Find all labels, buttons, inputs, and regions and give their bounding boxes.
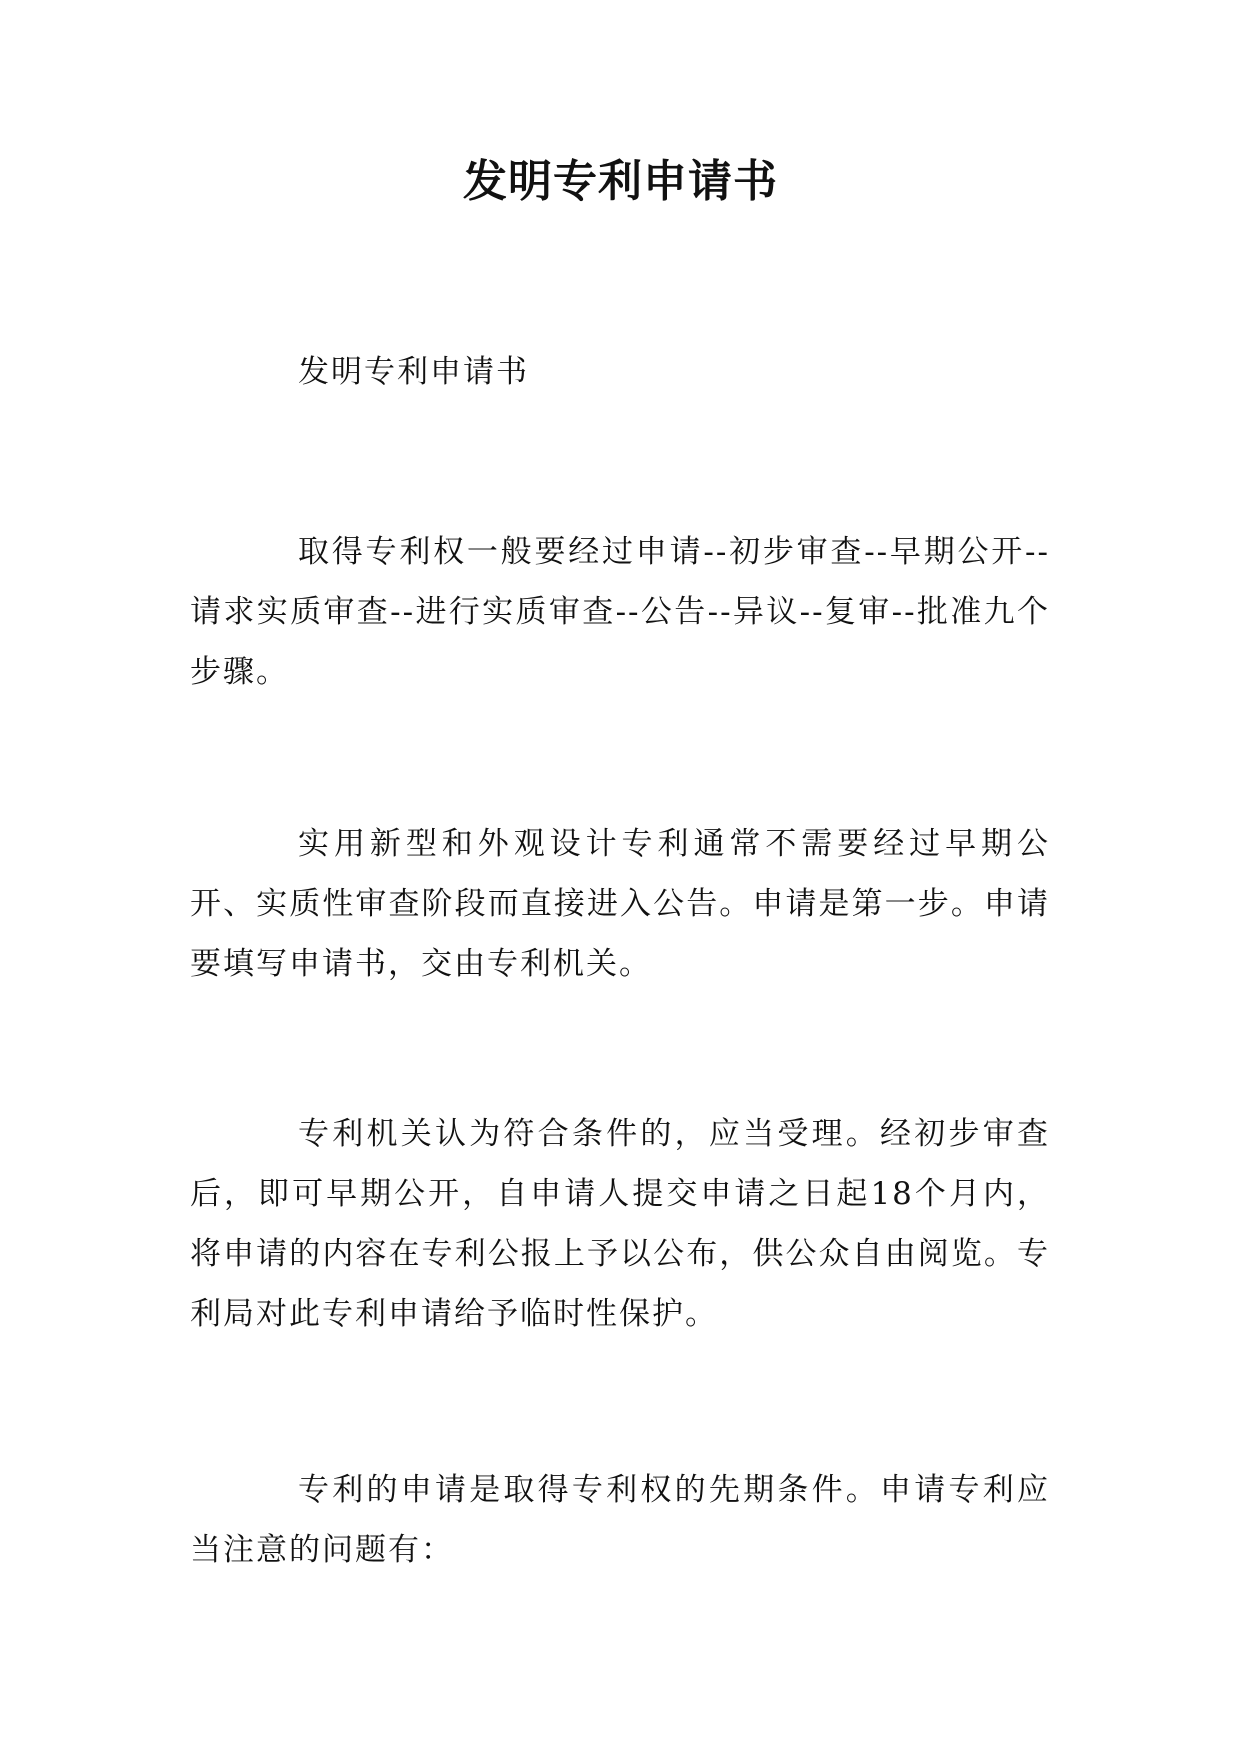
paragraph-subtitle: 发明专利申请书	[298, 354, 529, 390]
paragraph-utility-design: 实用新型和外观设计专利通常不需要经过早期公开、实质性审查阶段而直接进入公告。申请是第一步。申请要填写申请书，交由专利机关。	[190, 826, 1050, 982]
paragraph-acceptance: 专利机关认为符合条件的，应当受理。经初步审查后，即可早期公开，自申请人提交申请之日起18个月内，将申请的内容在专利公报上予以公布，供公众自由阅览。专利局对此专利申请给予临时性保护。	[190, 1116, 1050, 1332]
paragraph-patent-steps: 取得专利权一般要经过申请--初步审查--早期公开--请求实质审查--进行实质审查--公告--异议--复审--批准九个步骤。	[190, 534, 1050, 690]
paragraph-application-notes: 专利的申请是取得专利权的先期条件。申请专利应当注意的问题有：	[190, 1472, 1050, 1568]
document-title: 发明专利申请书	[463, 156, 778, 207]
